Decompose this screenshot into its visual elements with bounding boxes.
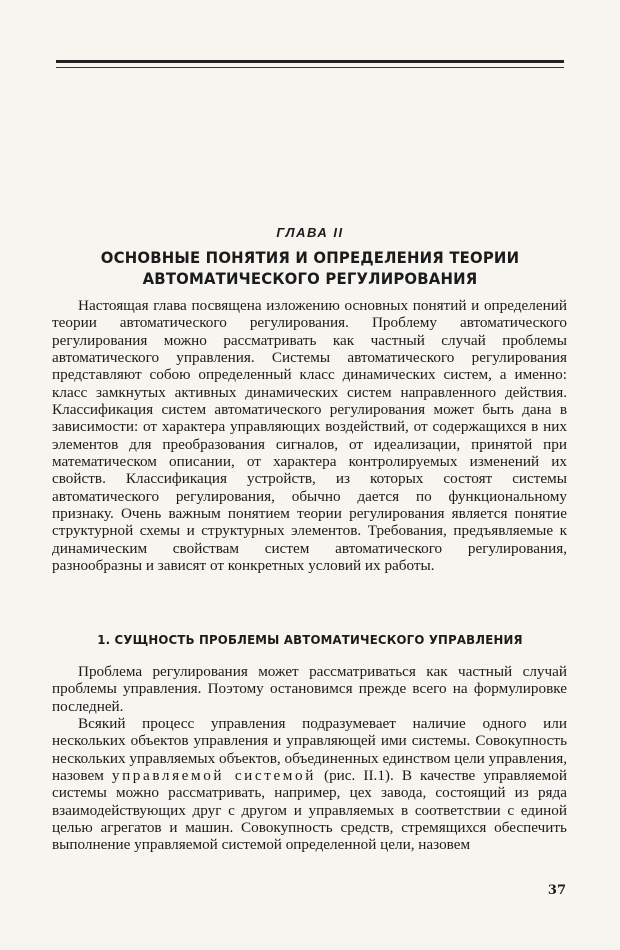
chapter-title: ОСНОВНЫЕ ПОНЯТИЯ И ОПРЕДЕЛЕНИЯ ТЕОРИИ АВТОМАТИЧЕСКОГО РЕГУЛИРОВАНИЯ bbox=[100, 248, 520, 288]
chapter-label: ГЛАВА II bbox=[276, 225, 344, 240]
page-number: 37 bbox=[547, 883, 566, 898]
paragraph-2-end: (рис. II.1). В качестве управляемой системы можно рассматривать, например, цех завода, состоящий из ряда взаимодействующих друг с другом и управляемых в соответствии с единой целью агрегатов и машин. Совокупность средств, стремящихся обеспечить выполнение управляемой системой определенной цели, назовем bbox=[52, 767, 568, 854]
intro-paragraph: Настоящая глава посвящена изложению основных понятий и определений теории автоматического регулирования. Проблему автоматического регулирования можно рассматривать как частный случай проблемы автоматического управления. Системы автоматического регулирования представляют собою определенный класс динамических систем, а именно: класс замкнутых активных динамических систем направленного действия. Классификация систем автоматического регулирования может быть дана в зависимости: от характера управляющих воздействий, от содержащихся в них элементов для преобразования сигналов, от идеализации, принятой при математическом описании, от характера контролируемых изменений их свойств. Классификация устройств, из которых состоят системы автоматического регулирования, обычно дается по функциональному признаку. Очень важным понятием теории регулирования является понятие структурной схемы и структурных элементов. Требования, предъявляемые к динамическим свойствам систем автоматического регулирования, разнообразны и зависят от конкретных условий их работы. bbox=[52, 297, 567, 575]
section-text bbox=[52, 663, 567, 854]
header-rule-thin bbox=[56, 67, 564, 68]
header-rule-thick bbox=[56, 60, 564, 63]
section-paragraph-1: Проблема регулирования может рассматриваться как частный случай проблемы управления. Поэтому остановимся прежде всего на формулировке последней. bbox=[52, 663, 567, 715]
intro-text bbox=[52, 297, 567, 575]
paragraph-2-start: Всякий процесс управления подразумевает наличие одного или нескольких объектов управления и управляющей ими системы. Совокупность нескольких управляемых объектов, объединенных единством цели управления, назовем bbox=[52, 715, 567, 785]
section-heading: 1. СУЩНОСТЬ ПРОБЛЕМЫ АВТОМАТИЧЕСКОГО УПРАВЛЕНИЯ bbox=[97, 632, 523, 647]
section-paragraph-2 bbox=[52, 715, 567, 854]
emphasized-term: управляемой системой bbox=[111, 767, 316, 785]
